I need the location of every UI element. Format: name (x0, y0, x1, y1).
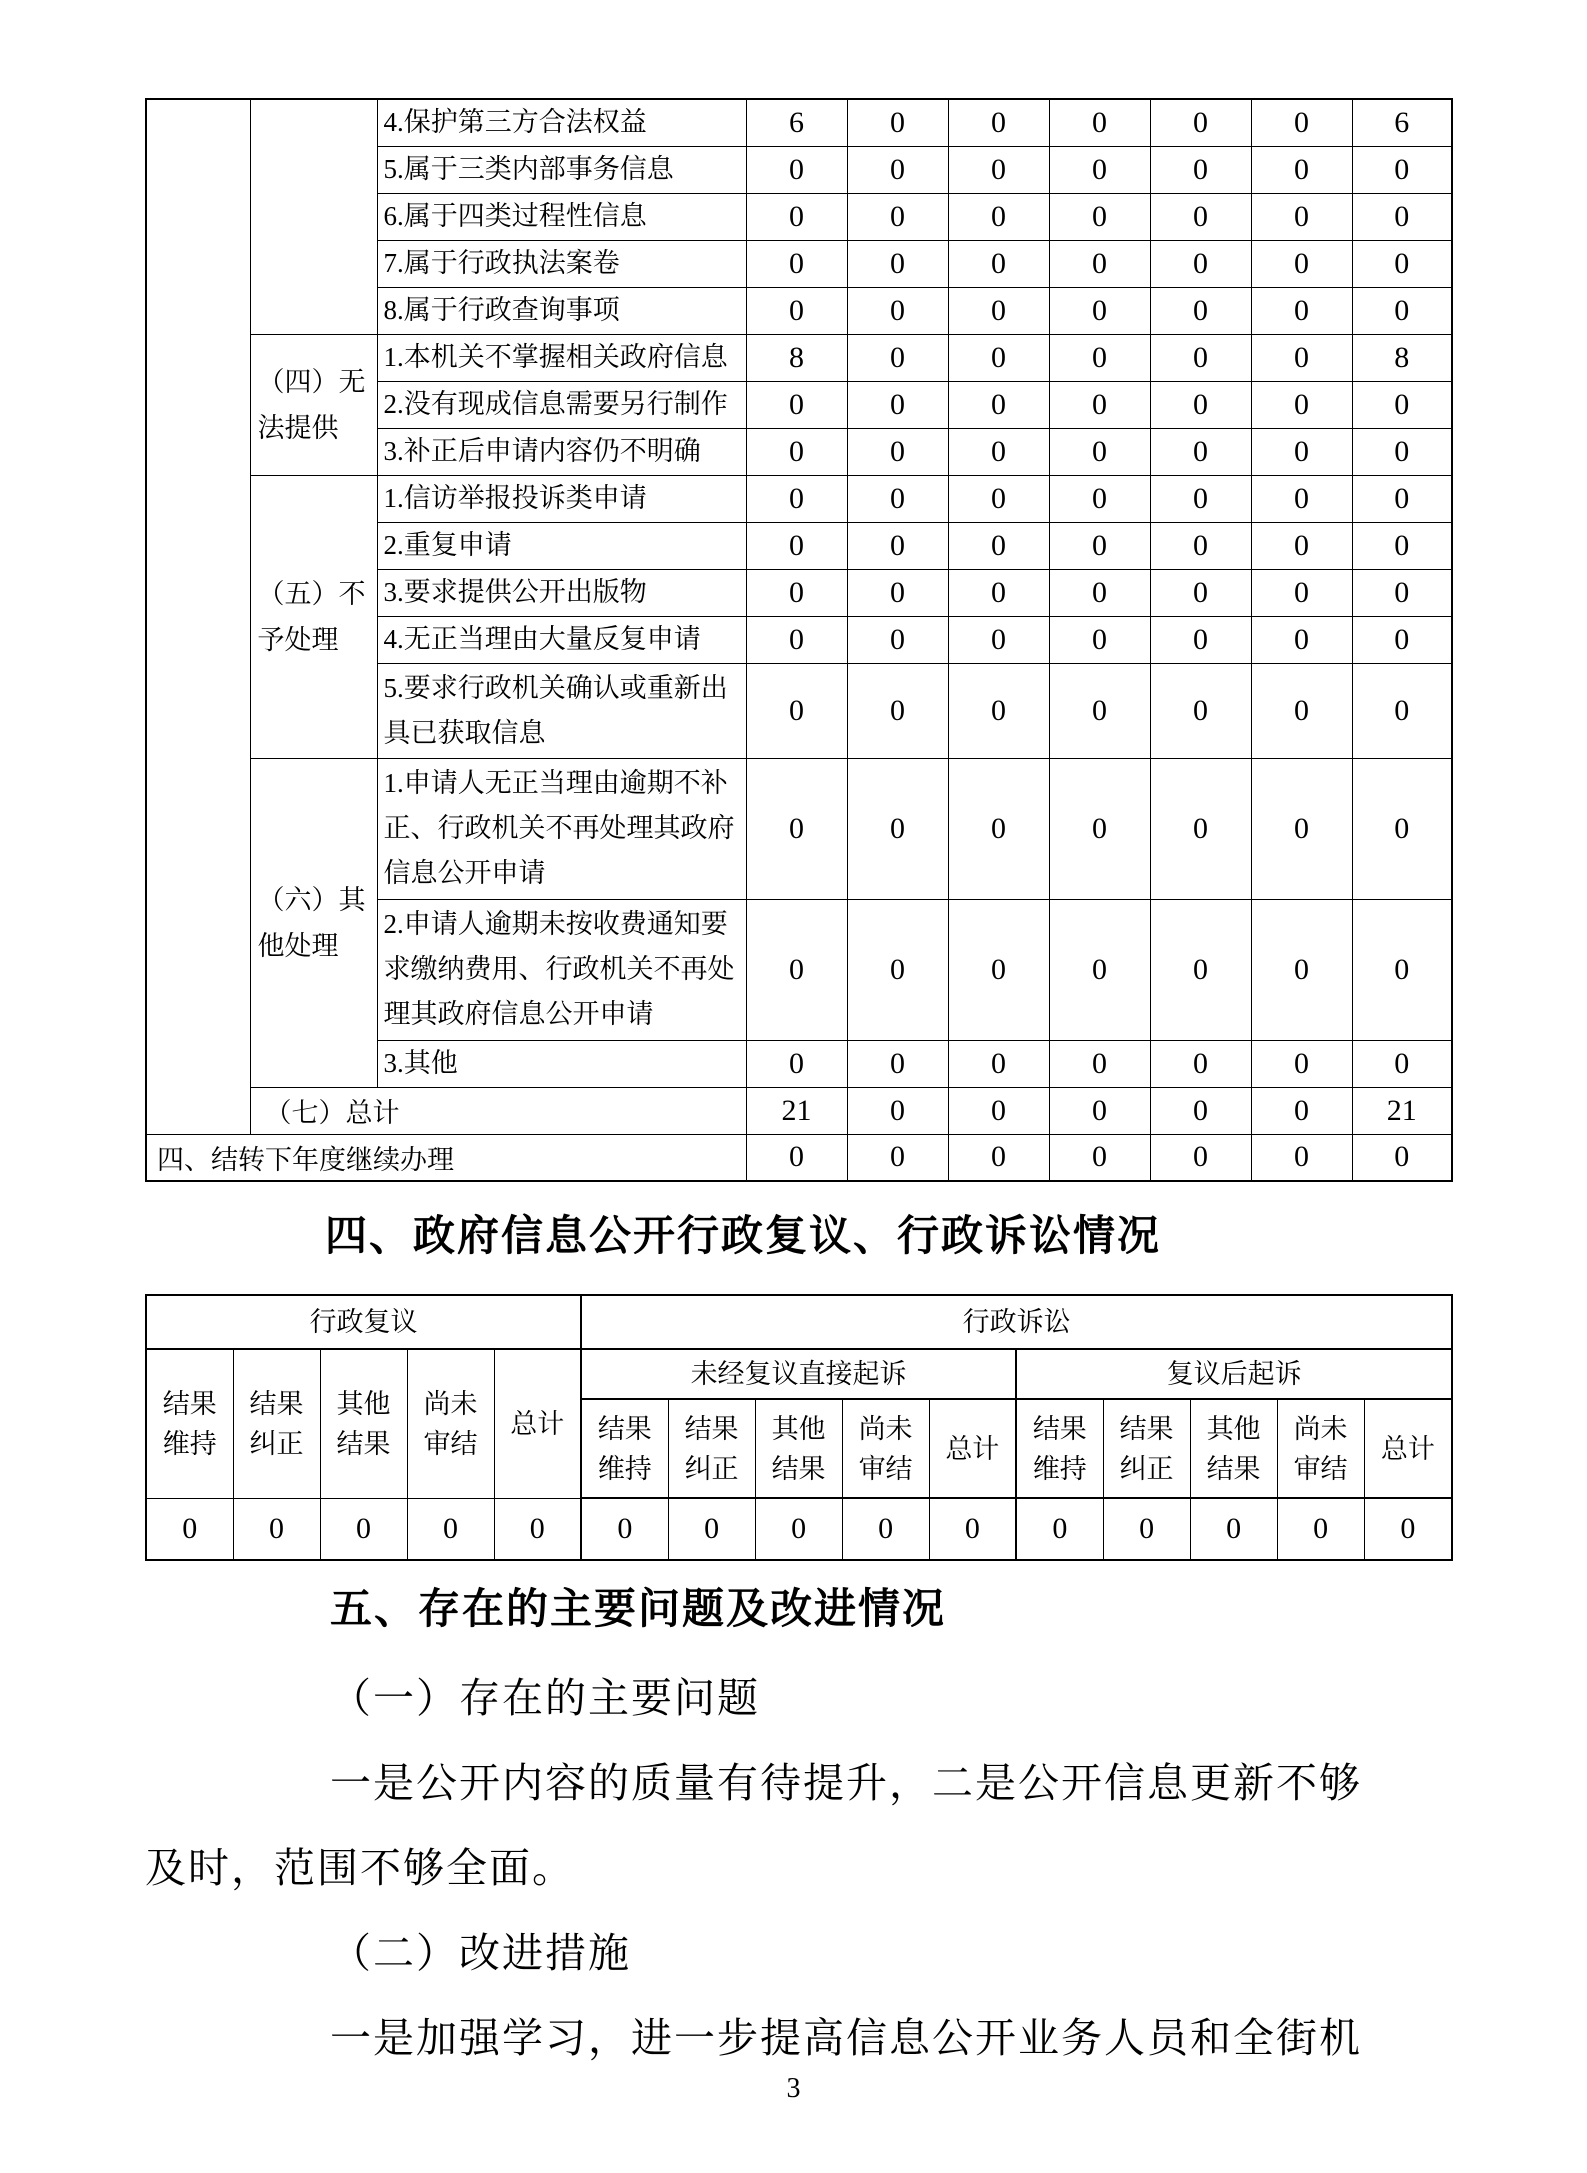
value-cell: 0 (1049, 522, 1150, 569)
value-cell: 0 (1251, 381, 1352, 428)
column-header: 结果纠正 (668, 1399, 755, 1498)
value-cell: 0 (746, 758, 847, 899)
column-header: 其他结果 (1190, 1399, 1277, 1498)
column-header: 总计 (494, 1349, 581, 1498)
document-page (0, 98, 1587, 2173)
value-cell: 0 (1352, 428, 1452, 475)
value-cell: 0 (1049, 569, 1150, 616)
value-cell: 0 (1150, 99, 1251, 146)
post-review-lawsuit-band-header: 复议后起诉 (1016, 1349, 1452, 1399)
value-cell: 0 (1251, 99, 1352, 146)
value-cell: 0 (948, 428, 1049, 475)
row-label-cell: 3.其他 (377, 1040, 746, 1087)
value-cell: 0 (1049, 99, 1150, 146)
value-cell: 0 (746, 428, 847, 475)
value-cell: 0 (746, 240, 847, 287)
value-cell: 0 (1150, 193, 1251, 240)
value-cell: 0 (847, 899, 948, 1040)
value-cell: 0 (1049, 663, 1150, 758)
paragraph-measures-line1: 一是加强学习，进一步提高信息公开业务人员和全街机 (330, 2015, 1362, 2061)
value-cell: 0 (1150, 1087, 1251, 1134)
value-cell: 8 (746, 334, 847, 381)
value-cell: 0 (320, 1498, 407, 1560)
value-cell: 0 (1103, 1498, 1190, 1560)
value-cell: 0 (948, 193, 1049, 240)
value-cell: 0 (1364, 1498, 1452, 1560)
value-cell: 0 (1150, 569, 1251, 616)
value-cell: 0 (1251, 334, 1352, 381)
value-cell: 0 (1251, 1087, 1352, 1134)
group-label-cell: （六）其他处理 (250, 758, 377, 1087)
value-cell: 0 (847, 1134, 948, 1181)
page-number: 3 (786, 2073, 801, 2104)
value-cell: 0 (407, 1498, 494, 1560)
group-label-cell: （四）无法提供 (250, 334, 377, 475)
value-cell: 0 (1352, 193, 1452, 240)
value-cell: 0 (948, 1134, 1049, 1181)
column-header: 尚未审结 (842, 1399, 929, 1498)
value-cell: 0 (1352, 1040, 1452, 1087)
value-cell: 0 (581, 1498, 668, 1560)
table-row (146, 758, 1452, 899)
value-cell: 0 (948, 334, 1049, 381)
value-cell: 0 (1049, 1040, 1150, 1087)
value-cell: 0 (494, 1498, 581, 1560)
row-label-cell: 1.本机关不掌握相关政府信息 (377, 334, 746, 381)
value-cell: 0 (1251, 193, 1352, 240)
section4-heading: 四、政府信息公开行政复议、行政诉讼情况 (325, 1212, 1162, 1259)
row-label-cell: 8.属于行政查询事项 (377, 287, 746, 334)
value-cell: 0 (746, 663, 847, 758)
value-cell: 0 (1251, 240, 1352, 287)
row-label-cell: 7.属于行政执法案卷 (377, 240, 746, 287)
value-cell: 0 (1352, 663, 1452, 758)
value-cell: 0 (847, 758, 948, 899)
row-label-cell: 2.申请人逾期未按收费通知要求缴纳费用、行政机关不再处理其政府信息公开申请 (377, 899, 746, 1040)
value-cell: 0 (948, 99, 1049, 146)
value-cell: 0 (847, 569, 948, 616)
paragraph-problems-line1: 一是公开内容的质量有待提升，二是公开信息更新不够 (330, 1760, 1362, 1806)
litigation-section-header: 行政诉讼 (581, 1295, 1452, 1349)
column-header: 尚未审结 (1277, 1399, 1364, 1498)
value-cell: 0 (1049, 334, 1150, 381)
value-cell: 0 (1150, 899, 1251, 1040)
value-cell: 0 (746, 899, 847, 1040)
value-cell: 6 (1352, 99, 1452, 146)
value-cell: 21 (1352, 1087, 1452, 1134)
value-cell: 0 (746, 475, 847, 522)
disclosure-statistics-table (145, 98, 1453, 1182)
value-cell: 0 (948, 381, 1049, 428)
direct-lawsuit-band-header: 未经复议直接起诉 (581, 1349, 1016, 1399)
table-row (146, 475, 1452, 522)
value-cell: 0 (746, 287, 847, 334)
value-cell: 0 (847, 1040, 948, 1087)
value-cell: 0 (948, 240, 1049, 287)
column-header: 其他结果 (320, 1349, 407, 1498)
value-cell: 0 (1150, 758, 1251, 899)
value-cell: 0 (1251, 428, 1352, 475)
value-cell: 0 (1251, 663, 1352, 758)
value-cell: 0 (1049, 899, 1150, 1040)
value-cell: 0 (948, 616, 1049, 663)
value-cell: 0 (233, 1498, 320, 1560)
column-header: 结果维持 (1016, 1399, 1103, 1498)
total-row (146, 1087, 1452, 1134)
value-cell: 21 (746, 1087, 847, 1134)
value-cell: 0 (1150, 428, 1251, 475)
value-cell: 0 (146, 1498, 233, 1560)
value-cell: 0 (1049, 758, 1150, 899)
row-label-cell: 4.保护第三方合法权益 (377, 99, 746, 146)
value-cell: 0 (746, 1134, 847, 1181)
paragraph-measures-title: （二）改进措施 (330, 1930, 631, 1976)
row-label-cell: 6.属于四类过程性信息 (377, 193, 746, 240)
value-cell: 0 (1049, 287, 1150, 334)
value-cell: 0 (1049, 475, 1150, 522)
value-cell: 0 (746, 381, 847, 428)
row-label-cell: 2.重复申请 (377, 522, 746, 569)
row-label-cell: 5.属于三类内部事务信息 (377, 146, 746, 193)
value-cell: 0 (1049, 1134, 1150, 1181)
column-header: 总计 (1364, 1399, 1452, 1498)
row-label-cell: 1.信访举报投诉类申请 (377, 475, 746, 522)
value-cell: 0 (929, 1498, 1016, 1560)
value-cell: 0 (1049, 616, 1150, 663)
column-header: 结果纠正 (233, 1349, 320, 1498)
value-cell: 0 (1251, 899, 1352, 1040)
total-label-cell: （七）总计 (250, 1087, 746, 1134)
value-cell: 0 (1049, 1087, 1150, 1134)
value-cell: 0 (1352, 899, 1452, 1040)
value-cell: 0 (1049, 381, 1150, 428)
value-cell: 0 (1251, 616, 1352, 663)
value-cell: 0 (1251, 475, 1352, 522)
value-cell: 0 (1352, 1134, 1452, 1181)
value-cell: 0 (746, 1040, 847, 1087)
value-cell: 0 (1352, 287, 1452, 334)
group-spanner-cell (250, 99, 377, 334)
row-label-cell: 3.补正后申请内容仍不明确 (377, 428, 746, 475)
value-cell: 0 (1352, 616, 1452, 663)
value-cell: 0 (1251, 287, 1352, 334)
value-cell: 0 (746, 569, 847, 616)
value-cell: 0 (1352, 381, 1452, 428)
value-cell: 0 (1150, 381, 1251, 428)
value-cell: 0 (746, 193, 847, 240)
row-label-cell: 4.无正当理由大量反复申请 (377, 616, 746, 663)
value-cell: 0 (1049, 146, 1150, 193)
value-cell: 0 (1352, 758, 1452, 899)
value-cell: 0 (842, 1498, 929, 1560)
value-cell: 0 (847, 240, 948, 287)
value-cell: 0 (847, 1087, 948, 1134)
row-label-cell: 5.要求行政机关确认或重新出具已获取信息 (377, 663, 746, 758)
review-section-header: 行政复议 (146, 1295, 581, 1349)
column-header: 结果维持 (146, 1349, 233, 1498)
value-cell: 0 (1352, 146, 1452, 193)
review-litigation-table (145, 1294, 1453, 1561)
column-header: 结果维持 (581, 1399, 668, 1498)
table-row (146, 99, 1452, 146)
value-cell: 0 (948, 569, 1049, 616)
value-cell: 0 (1049, 193, 1150, 240)
column-header: 尚未审结 (407, 1349, 494, 1498)
value-cell: 0 (847, 616, 948, 663)
value-cell: 0 (1251, 758, 1352, 899)
value-cell: 0 (847, 475, 948, 522)
value-cell: 0 (1352, 240, 1452, 287)
value-cell: 0 (847, 99, 948, 146)
value-cell: 0 (1150, 1040, 1251, 1087)
value-cell: 0 (746, 146, 847, 193)
column-header: 总计 (929, 1399, 1016, 1498)
outer-spanner-cell (146, 99, 250, 1134)
value-cell: 0 (1190, 1498, 1277, 1560)
value-cell: 0 (948, 899, 1049, 1040)
value-cell: 0 (1150, 287, 1251, 334)
value-cell: 0 (1150, 334, 1251, 381)
value-cell: 0 (948, 287, 1049, 334)
value-cell: 0 (948, 522, 1049, 569)
value-cell: 0 (668, 1498, 755, 1560)
value-cell: 0 (847, 522, 948, 569)
column-header: 其他结果 (755, 1399, 842, 1498)
value-cell: 0 (746, 522, 847, 569)
table-row (146, 1349, 1452, 1399)
column-header: 结果纠正 (1103, 1399, 1190, 1498)
value-cell: 0 (1150, 475, 1251, 522)
value-cell: 0 (1150, 240, 1251, 287)
value-cell: 0 (1150, 1134, 1251, 1181)
value-cell: 0 (948, 1040, 1049, 1087)
value-cell: 0 (1049, 428, 1150, 475)
row-label-cell: 2.没有现成信息需要另行制作 (377, 381, 746, 428)
value-cell: 0 (1016, 1498, 1103, 1560)
values-row (146, 1498, 1452, 1560)
value-cell: 0 (948, 758, 1049, 899)
value-cell: 0 (847, 146, 948, 193)
value-cell: 0 (1150, 146, 1251, 193)
value-cell: 0 (847, 287, 948, 334)
value-cell: 8 (1352, 334, 1452, 381)
paragraph-problems-title: （一）存在的主要问题 (330, 1675, 760, 1721)
value-cell: 0 (1150, 663, 1251, 758)
value-cell: 0 (948, 663, 1049, 758)
value-cell: 0 (746, 616, 847, 663)
value-cell: 0 (1150, 616, 1251, 663)
value-cell: 0 (1352, 475, 1452, 522)
value-cell: 0 (1352, 569, 1452, 616)
value-cell: 0 (1049, 240, 1150, 287)
row-label-cell: 1.申请人无正当理由逾期不补正、行政机关不再处理其政府信息公开申请 (377, 758, 746, 899)
value-cell: 0 (1352, 522, 1452, 569)
value-cell: 6 (746, 99, 847, 146)
carryover-row (146, 1134, 1452, 1181)
section5-heading: 五、存在的主要问题及改进情况 (330, 1585, 947, 1632)
value-cell: 0 (1277, 1498, 1364, 1560)
value-cell: 0 (847, 663, 948, 758)
value-cell: 0 (847, 193, 948, 240)
value-cell: 0 (1150, 522, 1251, 569)
value-cell: 0 (1251, 569, 1352, 616)
row-label-cell: 3.要求提供公开出版物 (377, 569, 746, 616)
value-cell: 0 (847, 428, 948, 475)
value-cell: 0 (1251, 522, 1352, 569)
value-cell: 0 (1251, 1134, 1352, 1181)
value-cell: 0 (948, 146, 1049, 193)
value-cell: 0 (847, 381, 948, 428)
value-cell: 0 (1251, 1040, 1352, 1087)
table-row (146, 1295, 1452, 1349)
value-cell: 0 (847, 334, 948, 381)
value-cell: 0 (1251, 146, 1352, 193)
group-label-cell: （五）不予处理 (250, 475, 377, 758)
value-cell: 0 (948, 475, 1049, 522)
value-cell: 0 (948, 1087, 1049, 1134)
carryover-label-cell: 四、结转下年度继续办理 (146, 1134, 746, 1181)
value-cell: 0 (755, 1498, 842, 1560)
paragraph-problems-line2: 及时，范围不够全面。 (145, 1845, 575, 1891)
table-row (146, 334, 1452, 381)
